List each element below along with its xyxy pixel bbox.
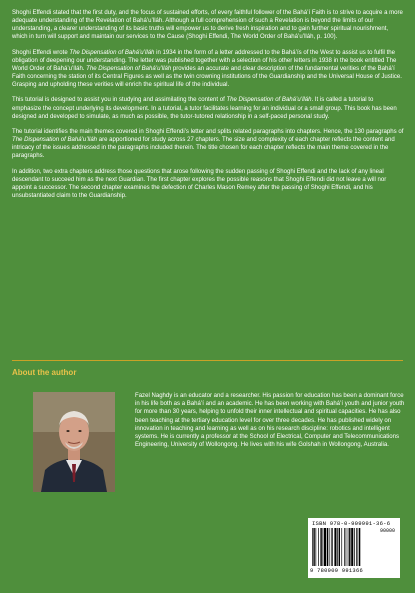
barcode-bar	[348, 528, 349, 566]
barcode-bar	[324, 528, 326, 566]
blurb-paragraph-3: This tutorial is designed to assist you in studying and assimilating the content of The Dispensation of Bahá’u’lláh. It is called a tutorial to emphasize the concept underlying its development. In a tutorial, a tutor facilitates learning for an individual or a small group. This book has been designed and developed to simulate, as much as possible, the tutor-tutored relationship in a self-paced personal study.	[12, 97, 397, 120]
barcode-bar	[331, 528, 332, 566]
isbn-barcode	[308, 518, 400, 578]
barcode-addon-digits: 90000	[380, 528, 396, 534]
barcode-bar	[351, 528, 353, 566]
description-text	[12, 9, 404, 207]
barcode-bar	[313, 528, 314, 566]
barcode-bar	[337, 528, 338, 566]
author-bio	[135, 392, 405, 449]
barcode-bar	[354, 528, 355, 566]
barcode-bar	[316, 528, 317, 566]
barcode-digits: 9 780909 991366	[310, 568, 364, 574]
barcode-bar	[312, 528, 313, 566]
barcode-bar	[349, 528, 350, 566]
barcode-bar	[332, 528, 333, 566]
isbn-number: ISBN 978-0-909991-36-6	[312, 520, 391, 527]
barcode-bar	[358, 528, 359, 566]
barcode-bar	[359, 528, 360, 566]
barcode-bar	[346, 528, 347, 566]
barcode-bar	[334, 528, 336, 566]
barcode-bar	[356, 528, 357, 566]
barcode-bar	[323, 528, 324, 566]
blurb-paragraph-1: Shoghi Effendi stated that the first duty, and the focus of sustained efforts, of every faithful follower of the Bahá’í Faith is to strive to acquire a more adequate understanding of the Revelation of Bahá’u’lláh. Although a full comprehension of such a Revelation is beyond the limits of our understanding, a clearer understanding of its basic truths will empower us to derive fresh inspiration and to gain further spiritual nourishment, which in turn will support and maintain our services to the Cause (Shoghi Effendi, The World Order of Bahá’u’lláh, p. 100).	[12, 10, 403, 41]
barcode-bar	[329, 528, 330, 566]
barcode-bars	[312, 528, 378, 568]
barcode-bar	[320, 528, 321, 566]
section-divider	[12, 360, 403, 361]
barcode-bar	[318, 528, 319, 566]
barcode-bar	[327, 528, 328, 566]
barcode-bar	[341, 528, 342, 566]
barcode-bar	[344, 528, 345, 566]
blurb-paragraph-4: The tutorial identifies the main themes covered in Shoghi Effendi’s letter and splits related paragraphs into chapters. Hence, the 130 paragraphs of The Dispensation of Bahá’u’lláh are apportioned for study across 27 chapters. The size and complexity of each chapter reflects the content and intricacy of the issues addressed in the paragraphs included therein. The title chosen for each chapter reflects the main theme covered in the paragraphs.	[12, 128, 404, 160]
author-bio-text: Fazel Naghdy is an educator and a researcher. His passion for education has been a dominant force in his life both as a Bahá’í and an academic. He has been working with Bahá’í youth and junior youth for more than 30 years, helping to unfold their inner intellectual and spiritual capacities. He has also been teaching at the tertiary education level for over three decades. He has published widely on innovation in teaching and learning as well as on his research discipline: robotics and intelligent systems. He is currently a professor at the School of Electrical, Computer and Telecommunications Engineering, University of Wollongong. He lives with his wife Golshah in Wollongong, Australia.	[135, 393, 405, 449]
barcode-bar	[339, 528, 340, 566]
author-photo	[33, 392, 115, 492]
blurb-paragraph-5: In addition, two extra chapters address those questions that arose following the sudden passing of Shoghi Effendi and the lack of any lineal descendant to succeed him as the next Guardian. The first chapter explores the possible reasons that Shoghi Effendi did not leave a will nor appoint a successor. The second chapter examines the defection of Charles Mason Remey after the passing of Shoghi Effendi, and his unsubstantiated claim to the Guardianship.	[12, 168, 387, 199]
about-author-heading: About the author	[12, 368, 77, 377]
blurb-paragraph-2: Shoghi Effendi wrote The Dispensation of Bahá’u’lláh in 1934 in the form of a letter addressed to the Bahá’ís of the West to assist us to fulfil the obligation of deepening our understanding. The letter was published together with a selection of his other letters in 1938 in the book entitled The World Order of Bahá’u’lláh. The Dispensation of Bahá’u’lláh provides an accurate and clear description of the fundamental verities of the Bahá’í Faith concerning the station of its Central Figures as well as the twin crowning institutions of the Guardianship and the Universal House of Justice. Grasping and upholding these verities will enrich the spiritual life of the individual.	[12, 49, 402, 89]
